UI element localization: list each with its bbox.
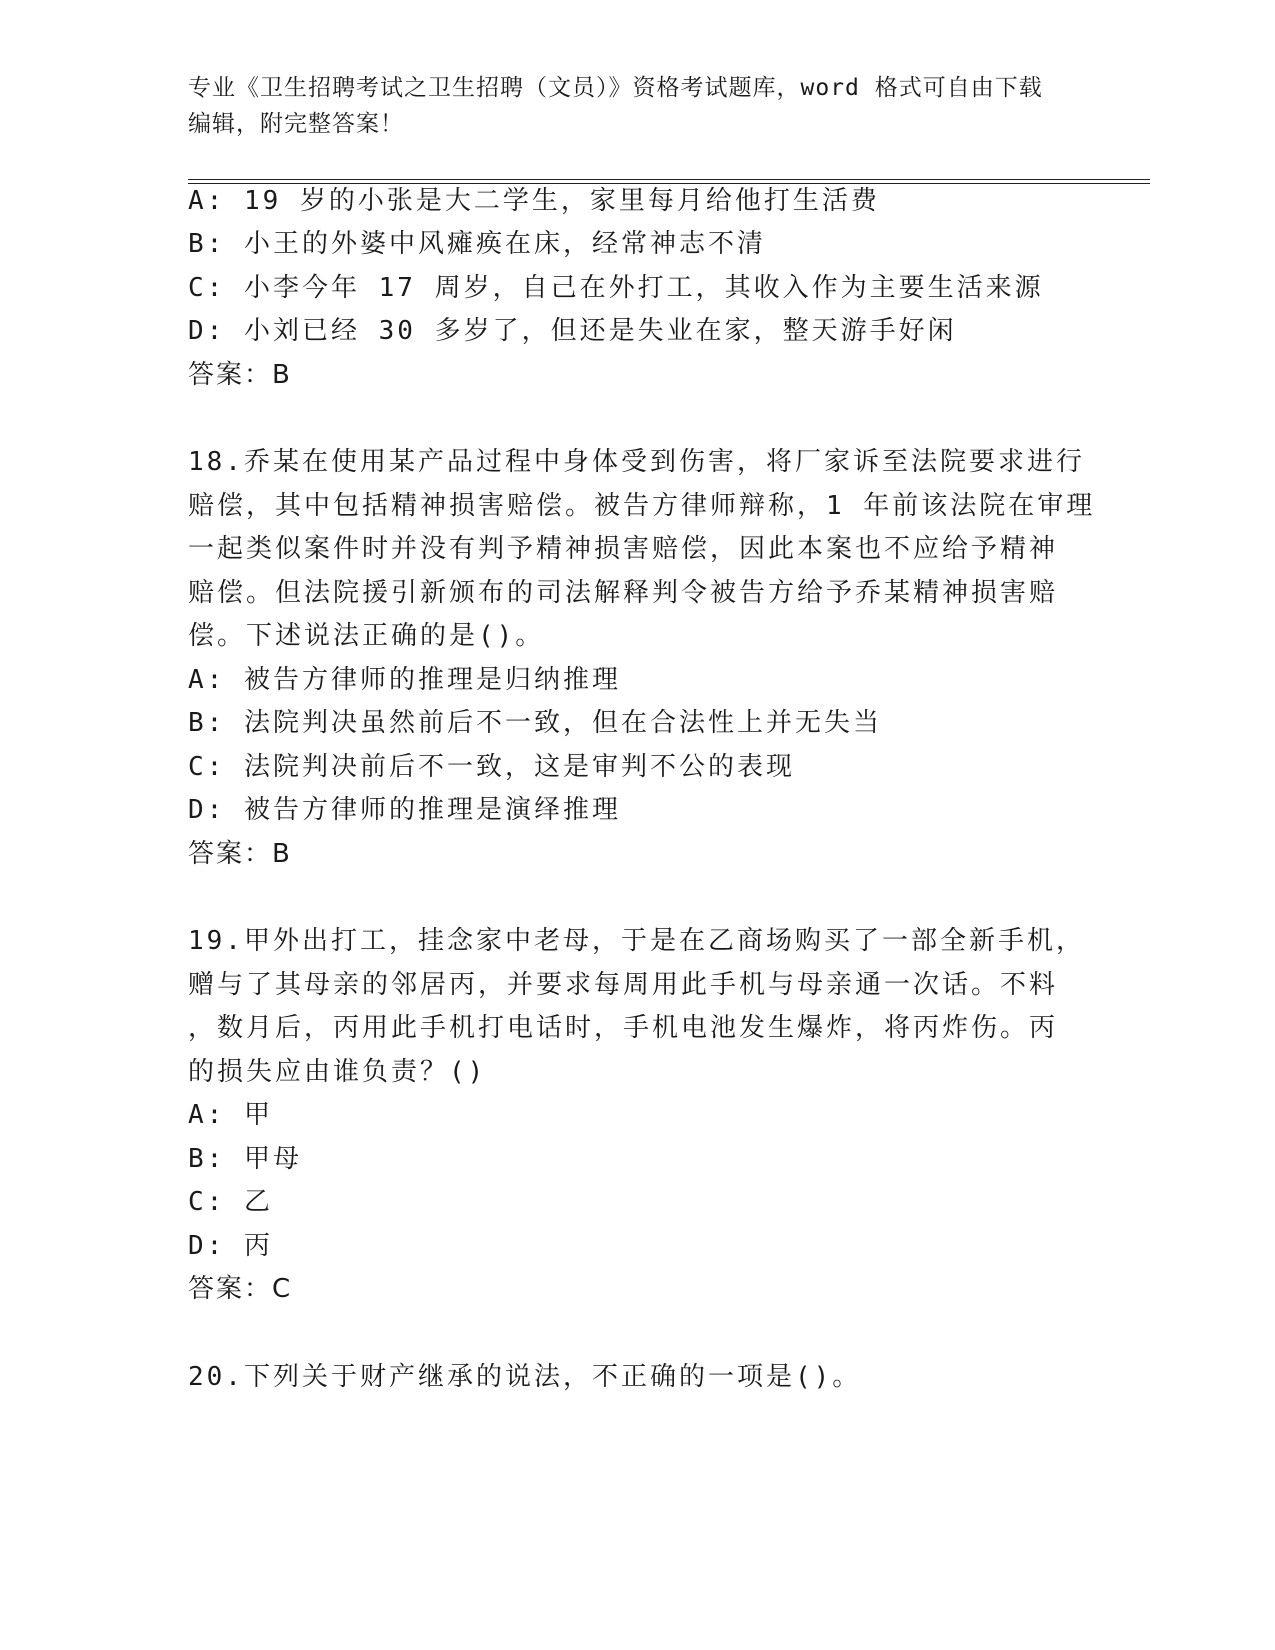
q19-option-c: C: 乙	[188, 1187, 273, 1217]
header-line-1: 专业《卫生招聘考试之卫生招聘（文员）》资格考试题库，word 格式可自由下载	[188, 75, 1043, 101]
q18-stem-line-3: 一起类似案件时并没有判予精神损害赔偿，因此本案也不应给予精神	[188, 534, 1059, 564]
q19-option-d: D: 丙	[188, 1231, 273, 1261]
header-divider-top	[188, 179, 1150, 180]
q18-stem-line-2: 赔偿，其中包括精神损害赔偿。被告方律师辩称，1 年前该法院在审理	[188, 491, 1096, 521]
q18-option-a: A: 被告方律师的推理是归纳推理	[188, 665, 621, 695]
q17-option-a: A: 19 岁的小张是大二学生，家里每月给他打生活费	[188, 186, 880, 216]
q19-stem-line-4: 的损失应由谁负责？()	[188, 1057, 487, 1087]
q18-stem-line-1: 18.乔某在使用某产品过程中身体受到伤害，将厂家诉至法院要求进行	[188, 447, 1085, 477]
header-divider-bottom	[188, 183, 1150, 184]
q17-option-b: B: 小王的外婆中风瘫痪在床，经常神志不清	[188, 229, 766, 259]
header-line-2: 编辑，附完整答案！	[188, 111, 404, 137]
q19-option-b: B: 甲母	[188, 1144, 302, 1174]
q18-option-b: B: 法院判决虽然前后不一致，但在合法性上并无失当	[188, 708, 882, 738]
q17-option-d: D: 小刘已经 30 多岁了，但还是失业在家，整天游手好闲	[188, 316, 957, 346]
q19-answer: 答案：C	[188, 1274, 293, 1304]
q19-stem-line-2: 赠与了其母亲的邻居丙，并要求每周用此手机与母亲通一次话。不料	[188, 970, 1059, 1000]
q18-stem-line-4: 赔偿。但法院援引新颁布的司法解释判令被告方给予乔某精神损害赔	[188, 578, 1059, 608]
q19-stem-line-3: ，数月后，丙用此手机打电话时，手机电池发生爆炸，将丙炸伤。丙	[188, 1013, 1059, 1043]
document-header	[188, 70, 1088, 142]
q20-stem-line-1: 20.下列关于财产继承的说法，不正确的一项是()。	[188, 1362, 862, 1392]
q18-answer: 答案：B	[188, 839, 292, 869]
q18-option-c: C: 法院判决前后不一致，这是审判不公的表现	[188, 752, 795, 782]
q18-stem-line-5: 偿。下述说法正确的是()。	[188, 621, 545, 651]
q19-option-a: A: 甲	[188, 1100, 273, 1130]
q18-option-d: D: 被告方律师的推理是演绎推理	[188, 795, 621, 825]
q17-option-c: C: 小李今年 17 周岁，自己在外打工，其收入作为主要生活来源	[188, 273, 1044, 303]
q19-stem-line-1: 19.甲外出打工，挂念家中老母，于是在乙商场购买了一部全新手机，	[188, 926, 1085, 956]
q17-answer: 答案：B	[188, 360, 292, 390]
